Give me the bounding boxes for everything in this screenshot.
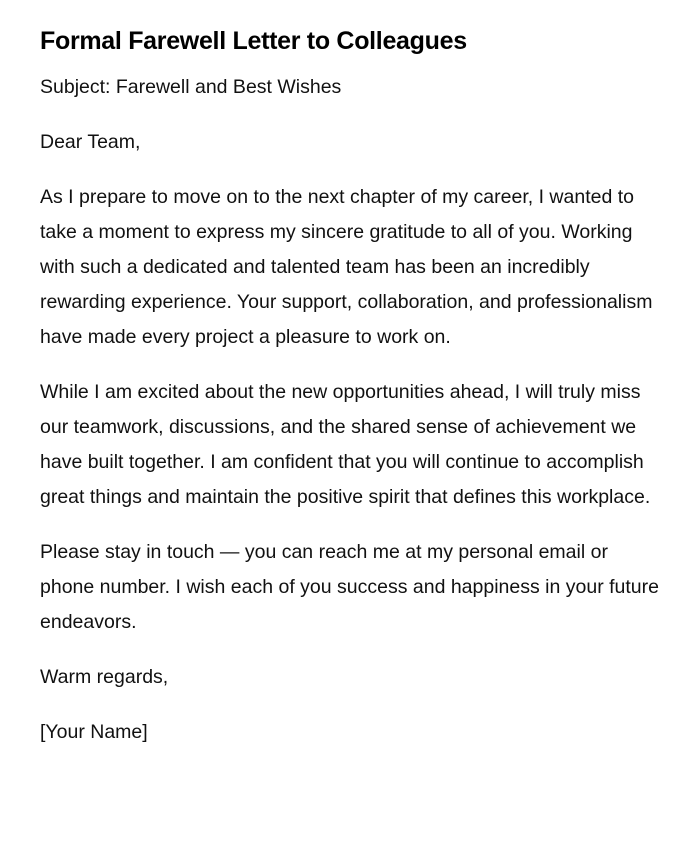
body-paragraph-3: Please stay in touch — you can reach me at my personal email or phone number. I wish each of you success and happiness in your future endeavors. (40, 541, 659, 633)
closing: Warm regards, (40, 666, 169, 688)
signature: [Your Name] (40, 721, 148, 743)
greeting: Dear Team, (40, 131, 141, 153)
body-paragraph-2: While I am excited about the new opportunities ahead, I will truly miss our teamwork, discussions, and the shared sense of achievement we have built together. I am confident that you will continue to accomplish great things and maintain the positive spirit that defines this workplace. (40, 381, 651, 508)
body-paragraph-1: As I prepare to move on to the next chapter of my career, I wanted to take a moment to express my sincere gratitude to all of you. Working with such a dedicated and talented team has been an incredibly rewarding experience. Your support, collaboration, and professionalism have made every project a pleasure to work on. (40, 186, 653, 348)
subject-line: Subject: Farewell and Best Wishes (40, 76, 342, 98)
document-title: Formal Farewell Letter to Colleagues (40, 27, 467, 55)
